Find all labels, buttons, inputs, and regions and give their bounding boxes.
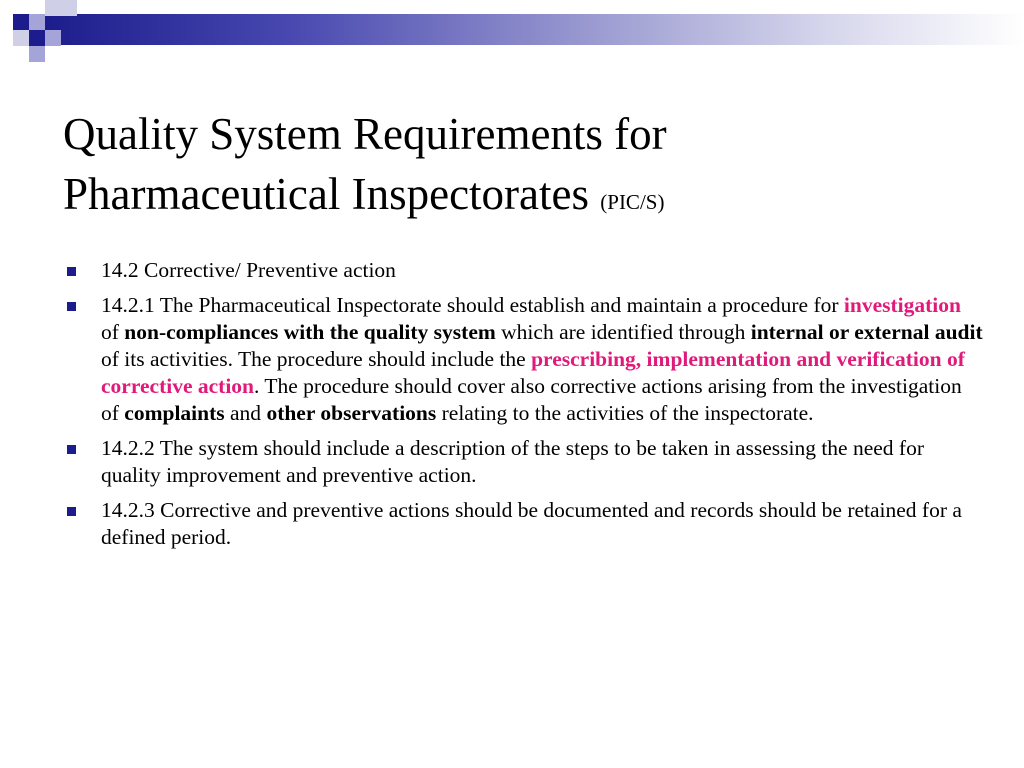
emphasis-internal-external-audit: internal or external audit bbox=[750, 320, 983, 344]
title-line-2: Pharmaceutical Inspectorates bbox=[63, 169, 590, 219]
bullet-item bbox=[64, 257, 984, 284]
bullet-item bbox=[64, 435, 984, 489]
title-suffix: (PIC/S) bbox=[600, 190, 665, 214]
header-gradient-band bbox=[44, 14, 1024, 45]
bullet-text: 14.2.2 The system should include a description of the steps to be taken in assessing the need for quality improvement and preventive action. bbox=[101, 436, 925, 487]
emphasis-non-compliances: non-compliances with the quality system bbox=[124, 320, 496, 344]
bullet-text-segment: of bbox=[101, 320, 125, 344]
bullet-text-segment: of its activities. The procedure should include the bbox=[101, 347, 532, 371]
decor-square bbox=[45, 0, 61, 16]
decor-square bbox=[13, 14, 29, 30]
bullet-list bbox=[64, 257, 984, 559]
decor-square bbox=[29, 46, 45, 62]
bullet-item bbox=[64, 292, 984, 427]
bullet-text-segment: and bbox=[224, 401, 267, 425]
decor-square bbox=[45, 30, 61, 46]
square-bullet-icon bbox=[67, 267, 76, 276]
bullet-text-segment: which are identified through bbox=[495, 320, 751, 344]
bullet-text: 14.2.3 Corrective and preventive actions should be documented and records should be retained for a defined period. bbox=[101, 498, 962, 549]
bullet-text-segment: . The procedure should cover also corrective actions arising from the investigation of bbox=[101, 374, 962, 425]
title-line-1: Quality System Requirements for bbox=[63, 109, 667, 159]
decor-square bbox=[29, 30, 45, 46]
highlight-corrective-action: prescribing, implementation and verification of corrective action bbox=[101, 347, 965, 398]
highlight-investigation: investigation bbox=[843, 293, 961, 317]
bullet-item bbox=[64, 497, 984, 551]
emphasis-complaints: complaints bbox=[124, 401, 225, 425]
bullet-text-segment: 14.2.1 The Pharmaceutical Inspectorate should establish and maintain a procedure for bbox=[101, 293, 844, 317]
decor-square bbox=[13, 30, 29, 46]
bullet-text: 14.2 Corrective/ Preventive action bbox=[101, 258, 396, 282]
square-bullet-icon bbox=[67, 445, 76, 454]
square-bullet-icon bbox=[67, 302, 76, 311]
bullet-text-segment: relating to the activities of the inspectorate. bbox=[436, 401, 814, 425]
square-bullet-icon bbox=[67, 507, 76, 516]
decor-square bbox=[61, 0, 77, 16]
emphasis-other-observations: other observations bbox=[266, 401, 437, 425]
slide-title bbox=[63, 104, 983, 232]
decor-square bbox=[29, 14, 45, 30]
